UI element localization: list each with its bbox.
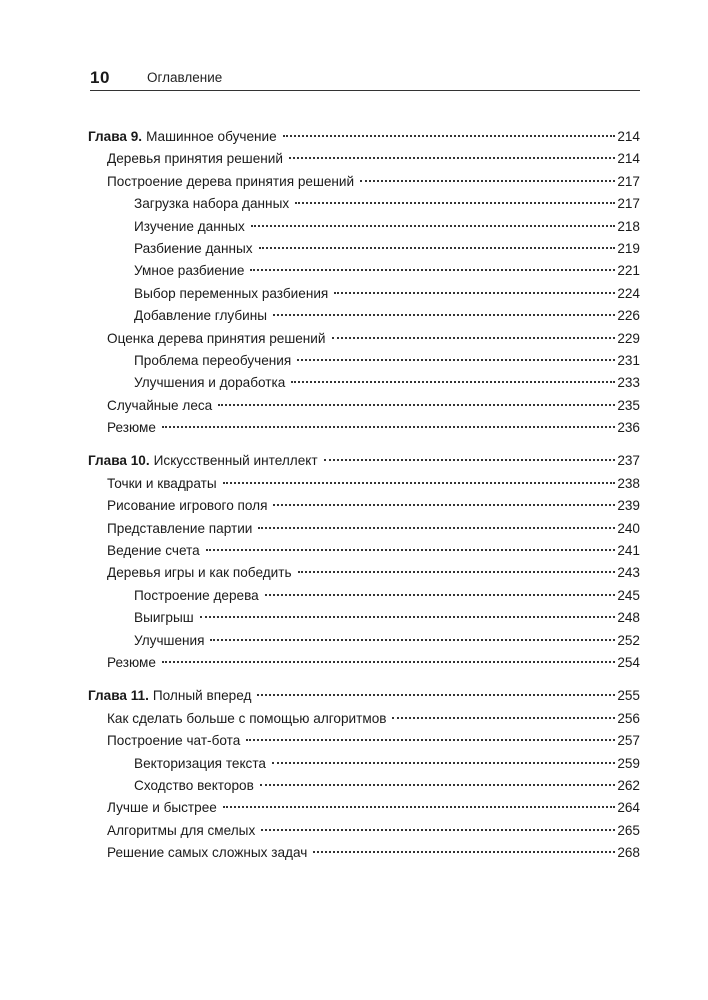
dot-leader: [246, 739, 615, 741]
toc-page-number: 233: [617, 375, 640, 391]
dot-leader: [258, 527, 615, 529]
toc-subsection-entry[interactable]: [88, 216, 640, 238]
toc-section-entry[interactable]: [88, 417, 640, 439]
dot-leader: [206, 549, 616, 551]
dot-leader: [200, 616, 616, 618]
toc-page-number: 245: [617, 587, 640, 603]
toc-entry-title: Решение самых сложных задач: [107, 845, 308, 861]
toc-entry-title: Лучше и быстрее: [107, 800, 217, 816]
toc-entry-title: Построение дерева принятия решений: [107, 173, 355, 189]
toc-entry-label: [88, 126, 277, 148]
toc-entry-title: Проблема переобучения: [134, 352, 292, 368]
toc-entry-title: Резюме: [107, 420, 156, 436]
toc-section-entry[interactable]: [88, 328, 640, 350]
toc-subsection-entry[interactable]: [88, 607, 640, 629]
toc-entry-title: Изучение данных: [134, 218, 245, 234]
toc-entry-title: Загрузка набора данных: [134, 196, 290, 212]
chapter-title: Полный вперед: [152, 688, 252, 704]
toc-section-entry[interactable]: [88, 797, 640, 819]
toc-section-entry[interactable]: [88, 842, 640, 864]
dot-leader: [272, 762, 615, 764]
toc-section-entry[interactable]: [88, 730, 640, 752]
dot-leader: [265, 594, 616, 596]
dot-leader: [392, 717, 615, 719]
chapter-block: [88, 685, 640, 864]
dot-leader: [210, 639, 615, 641]
toc-entry-label: [88, 685, 251, 707]
toc-entry-title: Алгоритмы для смелых: [107, 822, 256, 838]
dot-leader: [295, 202, 615, 204]
toc-entry-title: Рисование игрового поля: [107, 498, 268, 514]
toc-section-entry[interactable]: [88, 495, 640, 517]
toc-entry-title: Добавление глубины: [134, 308, 267, 324]
toc-page-number: 252: [617, 632, 640, 648]
dot-leader: [223, 806, 615, 808]
toc-entry-title: Умное разбиение: [134, 263, 245, 279]
toc-entry-title: Построение чат-бота: [107, 733, 241, 749]
toc-page-number: 236: [617, 420, 640, 436]
toc-entry-title: Точки и квадраты: [107, 475, 217, 491]
toc-page-number: 238: [617, 475, 640, 491]
toc-entry-title: Построение дерева: [134, 587, 259, 603]
toc-page-number: 224: [617, 285, 640, 301]
dot-leader: [291, 381, 615, 383]
toc-subsection-entry[interactable]: [88, 193, 640, 215]
toc-page-number: 243: [617, 565, 640, 581]
toc-entry-title: Оценка дерева принятия решений: [107, 330, 326, 346]
toc-page-number: 214: [617, 129, 640, 144]
toc-page-number: 218: [617, 218, 640, 234]
toc-page-number: 257: [617, 733, 640, 749]
toc-section-entry[interactable]: [88, 820, 640, 842]
toc-entry-title: Выигрыш: [134, 610, 194, 626]
page-header: [90, 68, 640, 91]
chapter-title: Машинное обучение: [146, 129, 277, 144]
toc-chapter-entry[interactable]: [88, 450, 640, 472]
toc-subsection-entry[interactable]: [88, 753, 640, 775]
toc-page-number: 231: [617, 352, 640, 368]
dot-leader: [260, 784, 616, 786]
toc-subsection-entry[interactable]: [88, 238, 640, 260]
chapter-block: [88, 450, 640, 674]
toc-page-number: 235: [617, 397, 640, 413]
toc-entry-title: Выбор переменных разбиения: [134, 285, 329, 301]
toc-chapter-entry[interactable]: [88, 126, 640, 148]
dot-leader: [162, 661, 615, 663]
dot-leader: [283, 135, 616, 137]
dot-leader: [261, 829, 615, 831]
toc-page-number: 229: [617, 330, 640, 346]
dot-leader: [250, 269, 615, 271]
toc-page-number: 254: [617, 654, 640, 670]
toc-page-number: 217: [617, 173, 640, 189]
toc-subsection-entry[interactable]: [88, 372, 640, 394]
toc-subsection-entry[interactable]: [88, 630, 640, 652]
toc-page-number: 259: [617, 755, 640, 771]
dot-leader: [251, 225, 616, 227]
dot-leader: [218, 404, 615, 406]
toc-page-number: 240: [617, 520, 640, 536]
toc-entry-title: Улучшения: [134, 632, 205, 648]
page-number: 10: [90, 68, 110, 87]
toc-page-number: 239: [617, 498, 640, 514]
toc-page-number: 226: [617, 308, 640, 324]
toc-page-number: 256: [617, 710, 640, 726]
dot-leader: [259, 247, 616, 249]
dot-leader: [360, 180, 615, 182]
toc-page-number: 255: [617, 688, 640, 704]
toc-entry-title: Ведение счета: [107, 543, 200, 559]
chapter-number: Глава 11.: [88, 688, 149, 704]
dot-leader: [223, 482, 616, 484]
toc-page-number: 219: [617, 240, 640, 256]
dot-leader: [162, 426, 615, 428]
dot-leader: [298, 571, 616, 573]
toc-page-number: 217: [617, 196, 640, 212]
toc-entry-title: Сходство векторов: [134, 777, 254, 793]
toc-page-number: 264: [617, 800, 640, 816]
running-title: Оглавление: [147, 70, 223, 85]
dot-leader: [334, 292, 615, 294]
toc-subsection-entry[interactable]: [88, 350, 640, 372]
toc-entry-title: Улучшения и доработка: [134, 375, 286, 391]
toc-page-number: 248: [617, 610, 640, 626]
toc-page-number: 214: [617, 151, 640, 167]
chapter-number: Глава 9.: [88, 129, 143, 144]
dot-leader: [273, 314, 615, 316]
dot-leader: [297, 359, 615, 361]
toc-subsection-entry[interactable]: [88, 283, 640, 305]
toc-entry-title: Деревья игры и как победить: [107, 565, 292, 581]
toc-section-entry[interactable]: [88, 395, 640, 417]
toc-subsection-entry[interactable]: [88, 775, 640, 797]
toc-entry-title: Представление партии: [107, 520, 253, 536]
toc-entry-title: Разбиение данных: [134, 240, 253, 256]
toc-section-entry[interactable]: [88, 148, 640, 170]
toc-page-number: 262: [617, 777, 640, 793]
dot-leader: [313, 851, 615, 853]
toc-section-entry[interactable]: [88, 652, 640, 674]
toc-entry-title: Резюме: [107, 654, 156, 670]
toc-entry-title: Как сделать больше с помощью алгоритмов: [107, 710, 387, 726]
toc-entry-title: Деревья принятия решений: [107, 151, 283, 167]
dot-leader: [332, 337, 616, 339]
toc-section-entry[interactable]: [88, 562, 640, 584]
toc-section-entry[interactable]: [88, 518, 640, 540]
toc-page-number: 241: [617, 543, 640, 559]
dot-leader: [324, 459, 616, 461]
toc-page-number: 237: [617, 453, 640, 469]
toc-entry-title: Векторизация текста: [134, 755, 266, 771]
toc-section-entry[interactable]: [88, 708, 640, 730]
toc-section-entry[interactable]: [88, 171, 640, 193]
toc-subsection-entry[interactable]: [88, 305, 640, 327]
toc-section-entry[interactable]: [88, 473, 640, 495]
toc-chapter-entry[interactable]: [88, 685, 640, 707]
toc-section-entry[interactable]: [88, 540, 640, 562]
toc-page-number: 265: [617, 822, 640, 838]
toc-entry-label: [88, 450, 318, 472]
toc-page-number: 221: [617, 263, 640, 279]
dot-leader: [273, 504, 615, 506]
toc-entry-title: Случайные леса: [107, 397, 213, 413]
chapter-number: Глава 10.: [88, 453, 150, 469]
toc-page-number: 268: [617, 845, 640, 861]
chapter-block: [88, 126, 640, 439]
toc-subsection-entry[interactable]: [88, 260, 640, 282]
chapter-title: Искусственный интеллект: [153, 453, 318, 469]
table-of-contents: [88, 126, 640, 876]
toc-subsection-entry[interactable]: [88, 585, 640, 607]
dot-leader: [289, 157, 615, 159]
dot-leader: [257, 694, 615, 696]
